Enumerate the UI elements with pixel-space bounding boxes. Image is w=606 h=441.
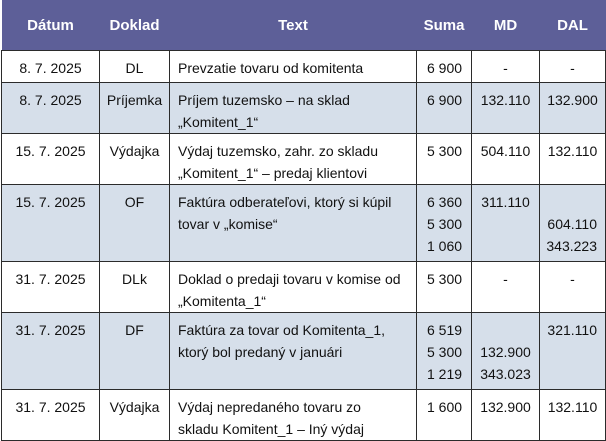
sum-line: 1 600 (427, 399, 463, 415)
cell-sum (417, 390, 472, 441)
header-sum: Suma (417, 0, 472, 51)
sum-line: 5 300 (427, 216, 463, 232)
dal-line: - (570, 271, 575, 287)
header-row (2, 0, 606, 51)
cell-doc: DF (100, 313, 170, 390)
cell-md (472, 51, 540, 83)
sum-line: 6 360 (427, 194, 463, 210)
cell-md (472, 262, 540, 313)
table-row (2, 262, 606, 313)
cell-text (170, 262, 417, 313)
cell-doc: Výdajka (100, 134, 170, 185)
table-row (2, 313, 606, 390)
cell-dal (540, 185, 606, 262)
md-line: 132.110 (480, 92, 531, 108)
cell-dal (540, 51, 606, 83)
dal-line: 321.110 (547, 322, 597, 338)
header-text: Text (170, 0, 417, 51)
cell-text (170, 134, 417, 185)
cell-text (170, 185, 417, 262)
dal-line (546, 191, 597, 213)
dal-line: 132.110 (547, 399, 598, 415)
table-row (2, 51, 606, 83)
cell-dal (540, 313, 606, 390)
header-doc: Doklad (100, 0, 170, 51)
sum-line: 1 060 (427, 238, 463, 254)
text-line: Prevzatie tovaru od komitenta (178, 60, 364, 76)
text-line: Faktúra odberateľovi, ktorý si kúpil (178, 194, 392, 210)
text-line: Výdaj tuzemsko, zahr. zo skladu (178, 143, 378, 159)
md-line: 504.110 (480, 143, 531, 159)
text-line: tovar v „komise“ (178, 216, 278, 232)
md-line: 132.900 (480, 399, 531, 415)
table-row (2, 185, 606, 262)
cell-doc: DLk (100, 262, 170, 313)
md-line: 343.023 (480, 366, 531, 382)
cell-dal (540, 390, 606, 441)
cell-sum (417, 51, 472, 83)
sum-line: 6 900 (427, 92, 463, 108)
header-dal: DAL (540, 0, 606, 51)
cell-sum (417, 313, 472, 390)
accounting-table (1, 0, 606, 441)
sum-line: 1 219 (427, 366, 463, 382)
cell-md (472, 134, 540, 185)
table-row (2, 83, 606, 134)
table-body (2, 51, 606, 441)
cell-date: 31. 7. 2025 (2, 390, 100, 441)
md-line: - (503, 60, 508, 76)
text-line: Výdaj nepredaného tovaru zo (178, 399, 361, 415)
header-date: Dátum (2, 0, 100, 51)
text-line: „Komitent_1“ – predaj klientovi (178, 165, 368, 181)
cell-date: 15. 7. 2025 (2, 134, 100, 185)
text-line: „Komitenta_1“ (178, 293, 266, 309)
dal-line: 343.223 (546, 238, 597, 254)
md-line: 311.110 (481, 194, 530, 210)
md-line: - (503, 271, 508, 287)
cell-sum (417, 262, 472, 313)
text-line: „Komitent_1“ (178, 114, 259, 130)
cell-sum (417, 134, 472, 185)
text-line: skladu Komitent_1 – Iný výdaj (178, 421, 364, 437)
cell-dal (540, 134, 606, 185)
text-line: Príjem tuzemsko – na sklad (178, 92, 350, 108)
cell-md (472, 185, 540, 262)
cell-date: 31. 7. 2025 (2, 262, 100, 313)
sum-line: 5 300 (427, 271, 463, 287)
cell-date: 15. 7. 2025 (2, 185, 100, 262)
cell-md (472, 83, 540, 134)
cell-doc: Výdajka (100, 390, 170, 441)
sum-line: 6 900 (427, 60, 463, 76)
cell-doc: DL (100, 51, 170, 83)
cell-text (170, 83, 417, 134)
sum-line: 6 519 (427, 322, 463, 338)
cell-date: 8. 7. 2025 (2, 51, 100, 83)
dal-line: - (570, 60, 575, 76)
cell-doc: OF (100, 185, 170, 262)
cell-sum (417, 83, 472, 134)
cell-dal (540, 83, 606, 134)
table-row (2, 390, 606, 441)
dal-line: 132.900 (547, 92, 598, 108)
table-row (2, 134, 606, 185)
cell-doc: Príjemka (100, 83, 170, 134)
cell-text (170, 51, 417, 83)
cell-md (472, 313, 540, 390)
dal-line: 604.110 (547, 216, 597, 232)
header-md: MD (472, 0, 540, 51)
cell-date: 8. 7. 2025 (2, 83, 100, 134)
cell-dal (540, 262, 606, 313)
text-line: Doklad o predaji tovaru v komise od (178, 271, 401, 287)
sum-line: 5 300 (427, 344, 463, 360)
text-line: ktorý bol predaný v januári (178, 344, 343, 360)
text-line: Faktúra za tovar od Komitenta_1, (178, 322, 385, 338)
cell-text (170, 313, 417, 390)
cell-text (170, 390, 417, 441)
cell-md (472, 390, 540, 441)
sum-line: 5 300 (427, 143, 463, 159)
cell-date: 31. 7. 2025 (2, 313, 100, 390)
dal-line: 132.110 (547, 143, 598, 159)
md-line: 132.900 (480, 344, 531, 360)
table-header (2, 0, 606, 51)
md-line (478, 319, 533, 341)
cell-sum (417, 185, 472, 262)
